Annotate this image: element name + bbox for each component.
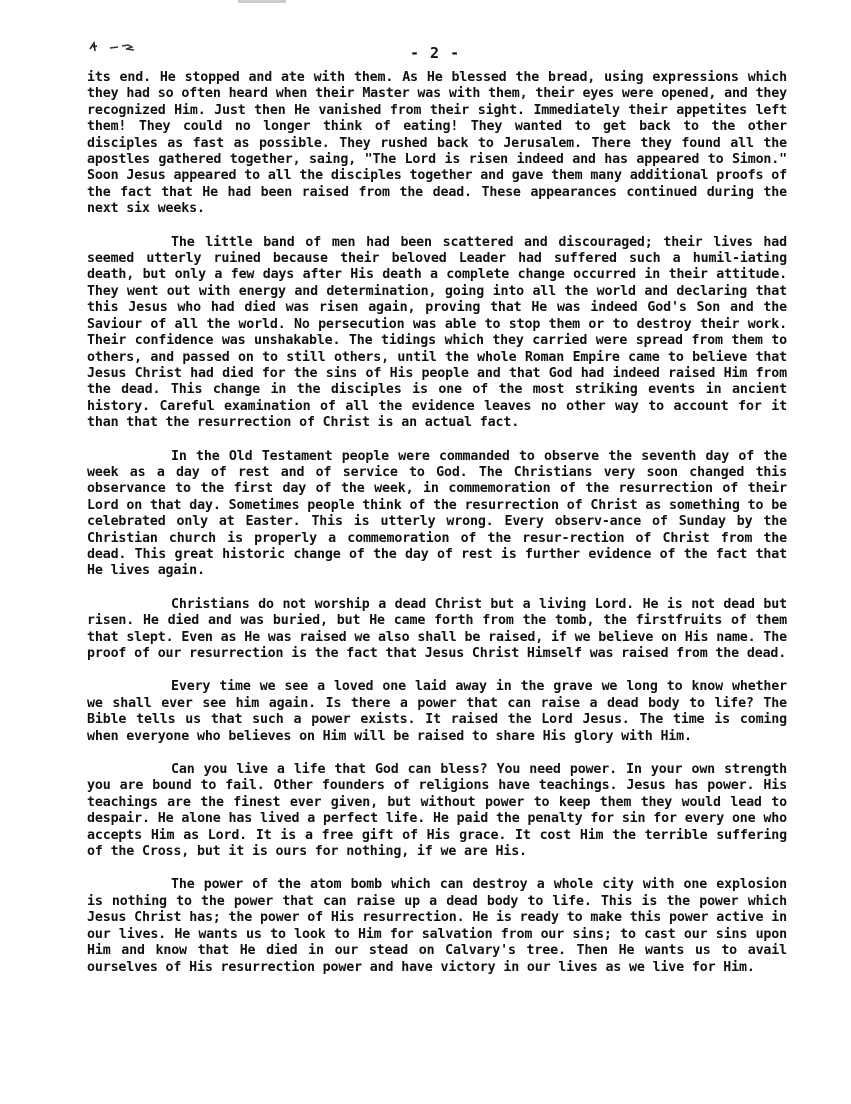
body-text	[87, 70, 787, 993]
paragraph: its end. He stopped and ate with them. As He blessed the bread, using expressions which they had so often heard when their Master was with them, their eyes were opened, and they recognized Him. Just then He vanished from their sight. Immediately their appetites left them! They could no longer think of eating! They wanted to get back to the other disciples as fast as possible. They rushed back to Jerusalem. There they found all the apostles gathered together, saing, "The Lord is risen indeed and has appeared to Simon." Soon Jesus appeared to all the disciples together and gave them many additional proofs of the fact that He had been raised from the dead. These appearances continued during the next six weeks.	[87, 70, 787, 217]
scan-smudge	[238, 0, 286, 3]
paragraph: The little band of men had been scattered and discouraged; their lives had seemed utterly ruined because their beloved Leader had suffered such a humil-iating death, but only a few days after His death a complete change occurred in their attitude. They went out with energy and determination, going into all the world and declaring that this Jesus who had died was risen again, proving that He was indeed God's Son and the Saviour of all the world. No persecution was able to stop them or to destroy their work. Their confidence was unshakable. The tidings which they carried were spread from them to others, and passed on to still others, until the whole Roman Empire came to believe that Jesus Christ had died for the sins of His people and that God had indeed raised Him from the dead. This change in the disciples is one of the most striking events in ancient history. Careful examination of all the evidence leaves no other way to account for it than that the resurrection of Christ is an actual fact.	[87, 234, 787, 431]
handwritten-mark-icon	[88, 40, 142, 54]
paragraph: The power of the atom bomb which can destroy a whole city with one explosion is nothing to the power that can raise up a dead body to life. This is the power which Jesus Christ has; the power of His resurrection. He is ready to make this power active in our lives. He wants us to look to Him for salvation from our sins; to cast our sins upon Him and know that He died in our stead on Calvary's tree. Then He wants us to avail ourselves of His resurrection power and have victory in our lives as we live for Him.	[87, 877, 787, 975]
paragraph: In the Old Testament people were commanded to observe the seventh day of the week as a day of rest and of service to God. The Christians very soon changed this observance to the first day of the week, in commemoration of the resurrection of their Lord on that day. Sometimes people think of the resurrection of Christ as something to be celebrated only at Easter. This is utterly wrong. Every observ-ance of Sunday by the Christian church is properly a commemoration of the resur-rection of Christ from the dead. This great historic change of the day of rest is further evidence of the fact that He lives again.	[87, 448, 787, 579]
paragraph: Can you live a life that God can bless? You need power. In your own strength you are bound to fail. Other founders of religions have teachings. Jesus has power. His teachings are the finest ever given, but without power to keep them they would lead to despair. He alone has lived a perfect life. He paid the penalty for sin for every one who accepts Him as Lord. It is a free gift of His grace. It cost Him the terrible suffering of the Cross, but it is ours for nothing, if we are His.	[87, 762, 787, 860]
paragraph: Christians do not worship a dead Christ but a living Lord. He is not dead but risen. He died and was buried, but He came forth from the tomb, the firstfruits of them that slept. Even as He was raised we also shall be raised, if we believe on His name. The proof of our resurrection is the fact that Jesus Christ Himself was raised from the dead.	[87, 596, 787, 661]
page-number: - 2 -	[410, 44, 461, 62]
paragraph: Every time we see a loved one laid away in the grave we long to know whether we shall ever see him again. Is there a power that can raise a dead body to life? The Bible tells us that such a power exists. It raised the Lord Jesus. The time is coming when everyone who believes on Him will be raised to share His glory with Him.	[87, 679, 787, 744]
